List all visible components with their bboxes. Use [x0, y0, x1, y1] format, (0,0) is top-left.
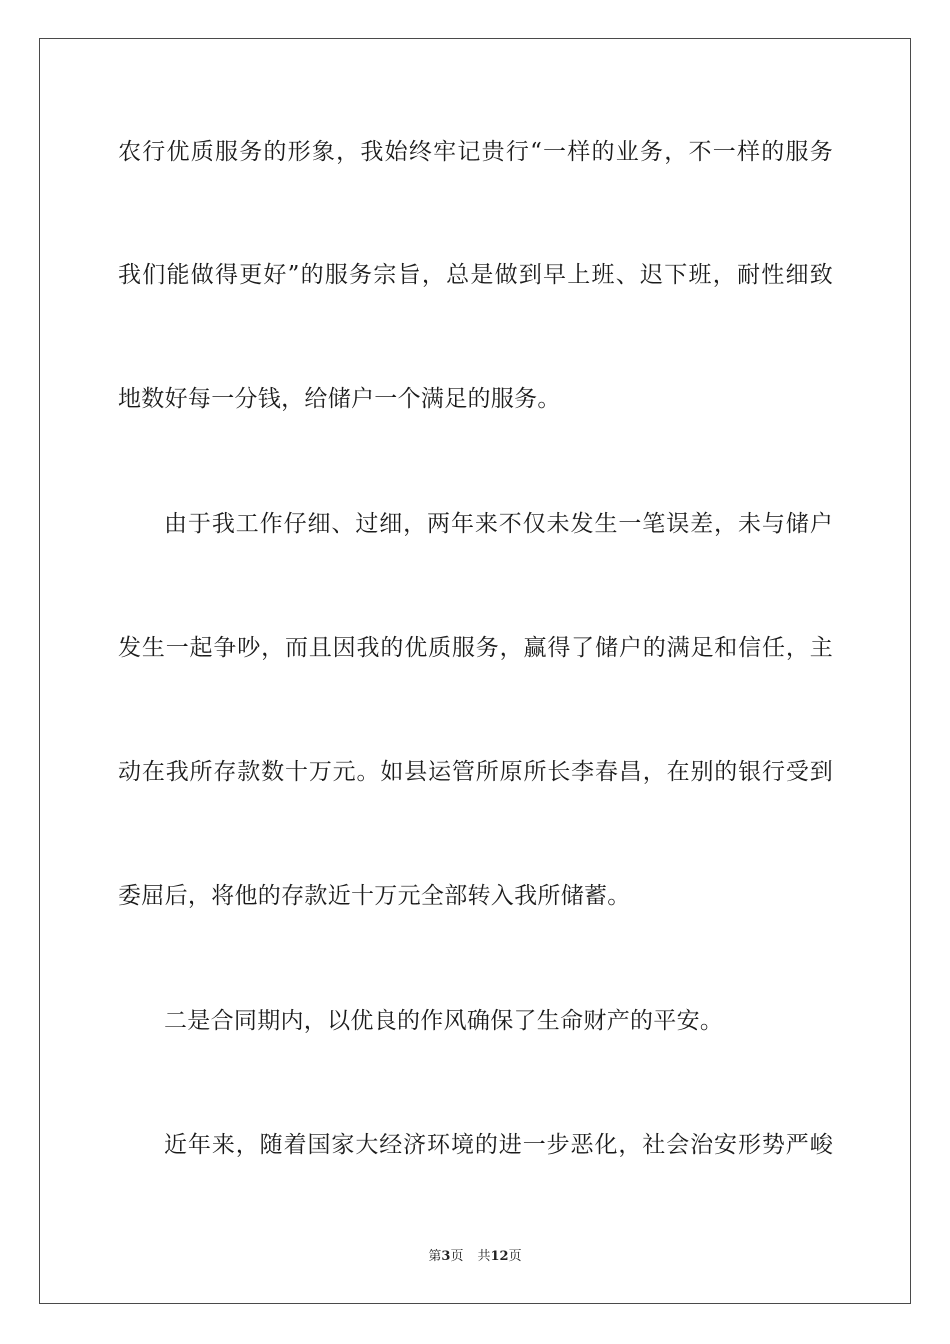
page-prefix: 第	[428, 1249, 442, 1264]
body-text-line: 委屈后，将他的存款近十万元全部转入我所储蓄。	[118, 883, 631, 909]
body-text-line: 我们能做得更好”的服务宗旨，总是做到早上班、迟下班，耐性细致	[118, 262, 833, 288]
body-text-line: 由于我工作仔细、过细，两年来不仅未发生一笔误差，未与储户	[164, 511, 833, 537]
total-unit: 页	[508, 1249, 522, 1264]
total-prefix: 共	[477, 1249, 491, 1264]
current-page-number: 3	[441, 1249, 451, 1264]
total-page-count: 12	[490, 1249, 509, 1264]
body-text-line: 发生一起争吵，而且因我的优质服务，赢得了储户的满足和信任，主	[118, 635, 833, 661]
body-text-line: 二是合同期内，以优良的作风确保了生命财产的平安。	[164, 1008, 724, 1034]
body-text-line: 动在我所存款数十万元。如县运管所原所长李春昌，在别的银行受到	[118, 759, 833, 785]
body-text-line: 农行优质服务的形象，我始终牢记贵行“一样的业务，不一样的服务	[118, 139, 833, 165]
page-border	[39, 38, 911, 1304]
page-unit: 页	[450, 1249, 464, 1264]
body-text-line: 近年来，随着国家大经济环境的进一步恶化，社会治安形势严峻	[164, 1132, 833, 1158]
page-footer	[0, 1248, 950, 1266]
body-text-line: 地数好每一分钱，给储户一个满足的服务。	[118, 386, 561, 412]
